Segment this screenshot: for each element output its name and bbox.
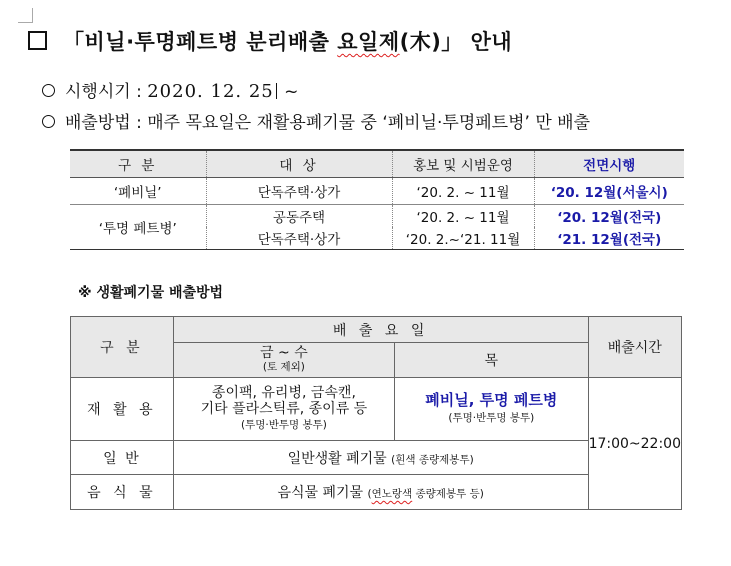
time-cell: 17:00~22:00	[588, 378, 681, 510]
general-note: (흰색 종량제봉투)	[391, 453, 474, 466]
recycle-weekday-cell	[173, 378, 394, 441]
schedule-value: 2020. 12. 25	[147, 81, 274, 102]
table-header-row	[70, 150, 684, 178]
title-prefix: 「비닐·투명페트병 분리배출	[63, 30, 338, 54]
text-cursor	[276, 83, 277, 99]
section-note: ※ 생활폐기물 배출방법	[78, 285, 224, 301]
food-note	[368, 488, 484, 500]
rollout-table	[70, 149, 684, 250]
table-cell: ‘20. 12월(전국)	[534, 205, 684, 228]
page-corner-mark	[18, 8, 33, 23]
disposal-table	[70, 316, 682, 510]
table-cell: ‘투명 페트병’	[70, 205, 206, 250]
recycle-thu-items: 폐비닐, 투명 페트병	[425, 391, 558, 409]
method-value: 매주 목요일은 재활용폐기물 중 ‘폐비닐·투명페트병’ 만 배출	[147, 113, 590, 133]
table-cell: ‘폐비닐’	[70, 178, 206, 205]
schedule-tail: ~	[284, 82, 299, 102]
page-title	[28, 26, 512, 56]
method-label: 배출방법 :	[65, 113, 142, 133]
row-label: 음 식 물	[71, 475, 174, 510]
food-note-open: (	[367, 488, 372, 500]
recycle-items-line2: 기타 플라스틱류, 종이류 등	[200, 401, 368, 417]
table-row	[71, 378, 682, 441]
food-note-close: 종량제봉투 등)	[412, 488, 484, 500]
day-fri-wed-note: (토 제외)	[262, 361, 305, 373]
table-row	[70, 205, 684, 228]
days-header: 배 출 요 일	[173, 317, 588, 343]
day-thu-header: 목	[395, 343, 588, 378]
table-cell: ‘20. 12월(서울시)	[534, 178, 684, 205]
title-suffix: (木)」 안내	[399, 30, 513, 54]
recycle-bag-note: (투명·반투명 봉투)	[240, 419, 327, 431]
col-header: 대 상	[206, 150, 392, 178]
table-cell: ‘21. 12월(전국)	[534, 227, 684, 250]
table-cell: 단독주택·상가	[206, 178, 392, 205]
general-text: 일반생활 폐기물	[287, 450, 387, 467]
table-header-row	[71, 317, 682, 343]
day-fri-wed-label: 금 ~ 수	[260, 345, 308, 361]
table-cell: 공동주택	[206, 205, 392, 228]
schedule-line	[42, 77, 298, 102]
food-cell	[173, 475, 588, 510]
time-header: 배출시간	[588, 317, 681, 378]
col-header: 전면시행	[534, 150, 684, 178]
general-cell	[173, 441, 588, 475]
food-text: 음식물 폐기물	[277, 485, 364, 501]
row-label: 일 반	[71, 441, 174, 475]
title-underlined: 요일제	[337, 30, 400, 54]
circle-bullet-icon	[42, 115, 55, 128]
food-note-underlined: 연노랑색	[371, 488, 413, 500]
row-label: 재 활 용	[71, 378, 174, 441]
col-header: 홍보 및 시범운영	[392, 150, 534, 178]
table-row	[70, 178, 684, 205]
recycle-thu-note: (투명·반투명 봉투)	[448, 412, 535, 424]
category-header: 구 분	[71, 317, 174, 378]
table-cell: 단독주택·상가	[206, 227, 392, 250]
square-bullet-icon	[28, 31, 47, 50]
day-fri-wed-header	[173, 343, 394, 378]
table-cell: ‘20. 2.~‘21. 11월	[392, 227, 534, 250]
method-line	[42, 108, 590, 133]
recycle-thu-cell	[395, 378, 588, 441]
col-header: 구 분	[70, 150, 206, 178]
circle-bullet-icon	[42, 84, 55, 97]
table-cell: ‘20. 2. ~ 11월	[392, 178, 534, 205]
recycle-items-line1: 종이팩, 유리병, 금속캔,	[211, 385, 356, 401]
table-cell: ‘20. 2. ~ 11월	[392, 205, 534, 228]
schedule-label: 시행시기 :	[65, 82, 142, 102]
